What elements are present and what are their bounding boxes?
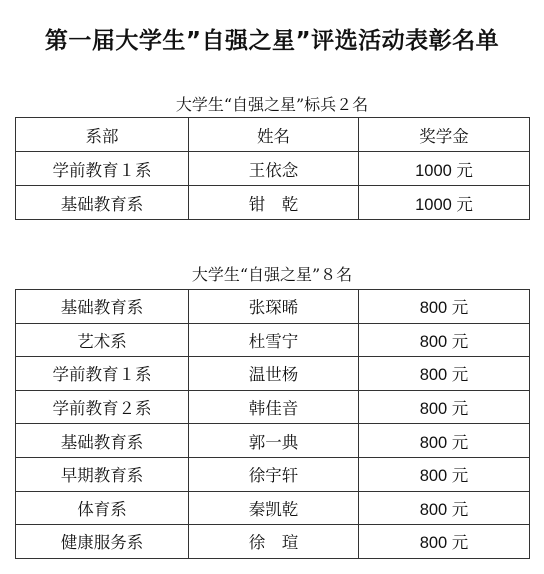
- cell-department: 早期教育系: [16, 457, 189, 491]
- cell-name: 王依念: [189, 152, 359, 186]
- cell-scholarship: 800 元: [359, 323, 530, 357]
- cell-department: 基础教育系: [16, 186, 189, 220]
- section-caption-pacesetter: 大学生“自强之星”标兵２名: [175, 95, 369, 114]
- cell-department: 基础教育系: [16, 290, 189, 324]
- table-row: [16, 152, 530, 186]
- cell-department: 艺术系: [16, 323, 189, 357]
- table-row: [16, 491, 530, 525]
- table-row: [16, 323, 530, 357]
- cell-scholarship: 800 元: [359, 491, 530, 525]
- cell-name: 韩佳音: [189, 390, 359, 424]
- table-row: [16, 424, 530, 458]
- cell-department: 健康服务系: [16, 525, 189, 559]
- stars-table: [15, 289, 530, 559]
- cell-name: 秦凯乾: [189, 491, 359, 525]
- cell-name: 徐 瑄: [189, 525, 359, 559]
- column-header-scholarship: 奖学金: [359, 118, 530, 152]
- table-row: [16, 186, 530, 220]
- cell-scholarship: 800 元: [359, 357, 530, 391]
- cell-department: 学前教育１系: [16, 357, 189, 391]
- cell-scholarship: 800 元: [359, 525, 530, 559]
- cell-department: 学前教育２系: [16, 390, 189, 424]
- table-row: [16, 390, 530, 424]
- cell-scholarship: 1000 元: [359, 186, 530, 220]
- cell-scholarship: 800 元: [359, 290, 530, 324]
- cell-department: 学前教育１系: [16, 152, 189, 186]
- cell-name: 钳 乾: [189, 186, 359, 220]
- cell-scholarship: 800 元: [359, 457, 530, 491]
- cell-scholarship: 800 元: [359, 424, 530, 458]
- column-header-department: 系部: [16, 118, 189, 152]
- cell-department: 体育系: [16, 491, 189, 525]
- table-row: [16, 457, 530, 491]
- cell-name: 杜雪宁: [189, 323, 359, 357]
- table-row: [16, 525, 530, 559]
- cell-name: 温世杨: [189, 357, 359, 391]
- table-header-row: [16, 118, 530, 152]
- cell-name: 徐宇轩: [189, 457, 359, 491]
- table-row: [16, 357, 530, 391]
- cell-department: 基础教育系: [16, 424, 189, 458]
- pacesetter-table: [15, 117, 530, 220]
- page-title: 第一届大学生”自强之星”评选活动表彰名单: [44, 28, 500, 54]
- cell-scholarship: 800 元: [359, 390, 530, 424]
- column-header-name: 姓名: [189, 118, 359, 152]
- table-row: [16, 290, 530, 324]
- cell-name: 郭一典: [189, 424, 359, 458]
- cell-name: 张琛晞: [189, 290, 359, 324]
- section-caption-stars: 大学生“自强之星”８名: [191, 265, 353, 284]
- cell-scholarship: 1000 元: [359, 152, 530, 186]
